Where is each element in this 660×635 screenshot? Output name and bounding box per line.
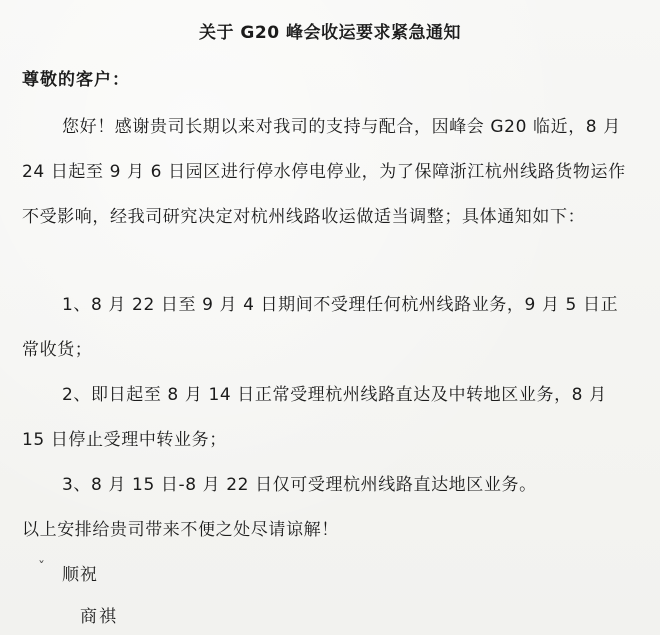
closing-line: 以上安排给贵司带来不便之处尽请谅解！ [22,520,339,540]
salutation: 尊敬的客户： [22,70,130,90]
signature-text: 商祺 [80,607,118,627]
regards-text: 顺祝 [62,565,98,585]
notice-title: 关于 G20 峰会收运要求紧急通知 [199,23,461,43]
notice-item-1: 1、8 月 22 日至 9 月 4 日期间不受理任何杭州线路业务，9 月 5 日正常收货； [22,295,619,360]
scan-mark-icon: ˇ [38,560,45,576]
intro-paragraph: 您好！感谢贵司长期以来对我司的支持与配合，因峰会 G20 临近，8 月 24 日起至 9 月 6 日园区进行停水停电停业，为了保障浙江杭州线路货物运作不受影响，经我司研究决定对杭州线路收运做适当调整；具体通知如下： [22,117,626,227]
notice-item-2: 2、即日起至 8 月 14 日正常受理杭州线路直达及中转地区业务，8 月 15 日停止受理中转业务； [22,385,607,450]
notice-item-3: 3、8 月 15 日-8 月 22 日仅可受理杭州线路直达地区业务。 [62,475,537,495]
